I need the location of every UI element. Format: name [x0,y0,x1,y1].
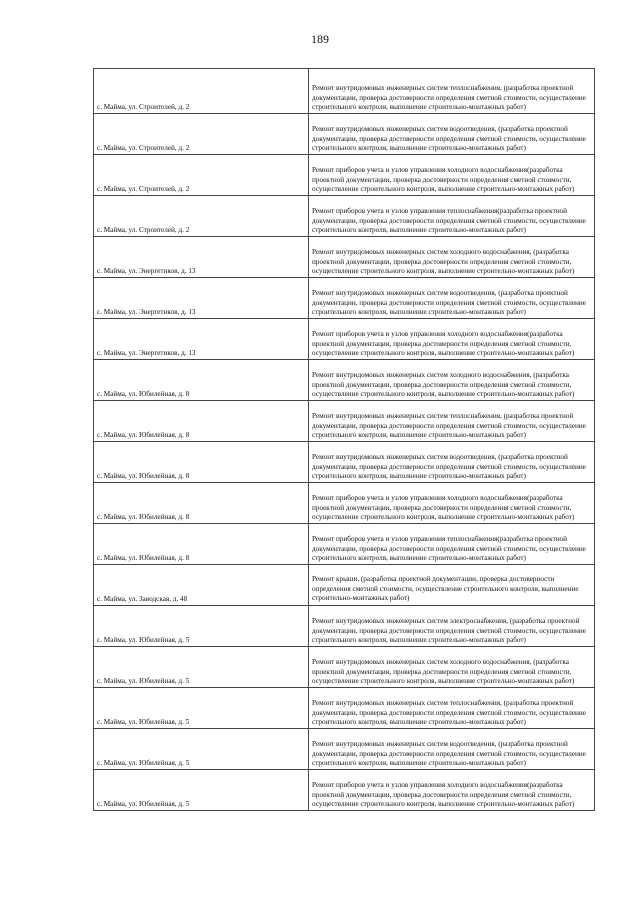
address-cell: с. Майма, ул. Юбилейная, д. 8 [94,360,309,401]
work-description-cell: Ремонт внутридомовых инженерных систем теплоснабжения, (разработка проектной документации, проверка достоверности определения сметной стоимости, осуществление строительного контроля, выполнение строительно-монтажных работ) [309,401,595,442]
table-row [94,729,595,770]
table-row [94,647,595,688]
work-description-cell: Ремонт внутридомовых инженерных систем теплоснабжения, (разработка проектной документации, проверка достоверности определения сметной стоимости, осуществление строительного контроля, выполнение строительно-монтажных работ) [309,688,595,729]
address-cell: с. Майма, ул. Энергетиков, д. 13 [94,319,309,360]
address-cell: с. Майма, ул. Юбилейная, д. 5 [94,729,309,770]
address-cell: с. Майма, ул. Юбилейная, д. 5 [94,688,309,729]
work-description-cell: Ремонт внутридомовых инженерных систем водоотведения, (разработка проектной документации, проверка достоверности определения сметной стоимости, осуществление строительного контроля, выполнение строительно-монтажных работ) [309,278,595,319]
table-row [94,483,595,524]
work-description-cell: Ремонт приборов учета и узлов управления теплоснабжения(разработка проектной документации, проверка достоверности определения сметной стоимости, осуществление строительного контроля, выполнение строительно-монтажных работ) [309,196,595,237]
address-cell: с. Майма, ул. Заводская, д. 48 [94,565,309,606]
work-description-cell: Ремонт приборов учета и узлов управления теплоснабжения(разработка проектной документации, проверка достоверности определения сметной стоимости, осуществление строительного контроля, выполнение строительно-монтажных работ) [309,524,595,565]
table-row [94,278,595,319]
table-row [94,565,595,606]
works-table [93,68,595,811]
table-row [94,360,595,401]
work-description-cell: Ремонт внутридомовых инженерных систем водоотведения, (разработка проектной документации, проверка достоверности определения сметной стоимости, осуществление строительного контроля, выполнение строительно-монтажных работ) [309,114,595,155]
work-description-cell: Ремонт приборов учета и узлов управления холодного водоснабжения(разработка проектной документации, проверка достоверности определения сметной стоимости, осуществление строительного контроля, выполнение строительно-монтажных работ) [309,770,595,811]
work-description-cell: Ремонт внутридомовых инженерных систем теплоснабжения, (разработка проектной документации, проверка достоверности определения сметной стоимости, осуществление строительного контроля, выполнение строительно-монтажных работ) [309,69,595,114]
work-description-cell: Ремонт внутридомовых инженерных систем водоотведения, (разработка проектной документации, проверка достоверности определения сметной стоимости, осуществление строительного контроля, выполнение строительно-монтажных работ) [309,729,595,770]
table-row [94,319,595,360]
address-cell: с. Майма, ул. Строителей, д. 2 [94,196,309,237]
address-cell: с. Майма, ул. Юбилейная, д. 8 [94,401,309,442]
work-description-cell: Ремонт внутридомовых инженерных систем электроснабжения, (разработка проектной документации, проверка достоверности определения сметной стоимости, осуществление строительного контроля, выполнение строительно-монтажных работ) [309,606,595,647]
page-number: 189 [311,32,329,46]
work-description-cell: Ремонт крыши, (разработка проектной документации, проверка достоверности определения сметной стоимости, осуществление строительного контроля, выполнение строительно-монтажных работ) [309,565,595,606]
table-row [94,770,595,811]
table-row [94,155,595,196]
work-description-cell: Ремонт приборов учета и узлов управления холодного водоснабжения(разработка проектной документации, проверка достоверности определения сметной стоимости, осуществление строительного контроля, выполнение строительно-монтажных работ) [309,319,595,360]
table-row [94,69,595,114]
work-description-cell: Ремонт внутридомовых инженерных систем холодного водоснабжения, (разработка проектной документации, проверка достоверности определения сметной стоимости, осуществление строительного контроля, выполнение строительно-монтажных работ) [309,237,595,278]
address-cell: с. Майма, ул. Юбилейная, д. 5 [94,606,309,647]
work-description-cell: Ремонт внутридомовых инженерных систем водоотведения, (разработка проектной документации, проверка достоверности определения сметной стоимости, осуществление строительного контроля, выполнение строительно-монтажных работ) [309,442,595,483]
table-row [94,237,595,278]
works-table-body [94,69,595,811]
work-description-cell: Ремонт приборов учета и узлов управления холодного водоснабжения(разработка проектной документации, проверка достоверности определения сметной стоимости, осуществление строительного контроля, выполнение строительно-монтажных работ) [309,483,595,524]
address-cell: с. Майма, ул. Юбилейная, д. 8 [94,442,309,483]
address-cell: с. Майма, ул. Строителей, д. 2 [94,69,309,114]
table-row [94,524,595,565]
address-cell: с. Майма, ул. Юбилейная, д. 5 [94,770,309,811]
address-cell: с. Майма, ул. Энергетиков, д. 13 [94,278,309,319]
table-row [94,196,595,237]
address-cell: с. Майма, ул. Юбилейная, д. 8 [94,524,309,565]
address-cell: с. Майма, ул. Энергетиков, д. 13 [94,237,309,278]
table-row [94,442,595,483]
table-row [94,401,595,442]
address-cell: с. Майма, ул. Строителей, д. 2 [94,114,309,155]
address-cell: с. Майма, ул. Юбилейная, д. 8 [94,483,309,524]
address-cell: с. Майма, ул. Строителей, д. 2 [94,155,309,196]
table-row [94,606,595,647]
work-description-cell: Ремонт внутридомовых инженерных систем холодного водоснабжения, (разработка проектной документации, проверка достоверности определения сметной стоимости, осуществление строительного контроля, выполнение строительно-монтажных работ) [309,360,595,401]
table-row [94,114,595,155]
work-description-cell: Ремонт приборов учета и узлов управления холодного водоснабжения(разработка проектной документации, проверка достоверности определения сметной стоимости, осуществление строительного контроля, выполнение строительно-монтажных работ) [309,155,595,196]
table-row [94,688,595,729]
work-description-cell: Ремонт внутридомовых инженерных систем холодного водоснабжения, (разработка проектной документации, проверка достоверности определения сметной стоимости, осуществление строительного контроля, выполнение строительно-монтажных работ) [309,647,595,688]
address-cell: с. Майма, ул. Юбилейная, д. 5 [94,647,309,688]
